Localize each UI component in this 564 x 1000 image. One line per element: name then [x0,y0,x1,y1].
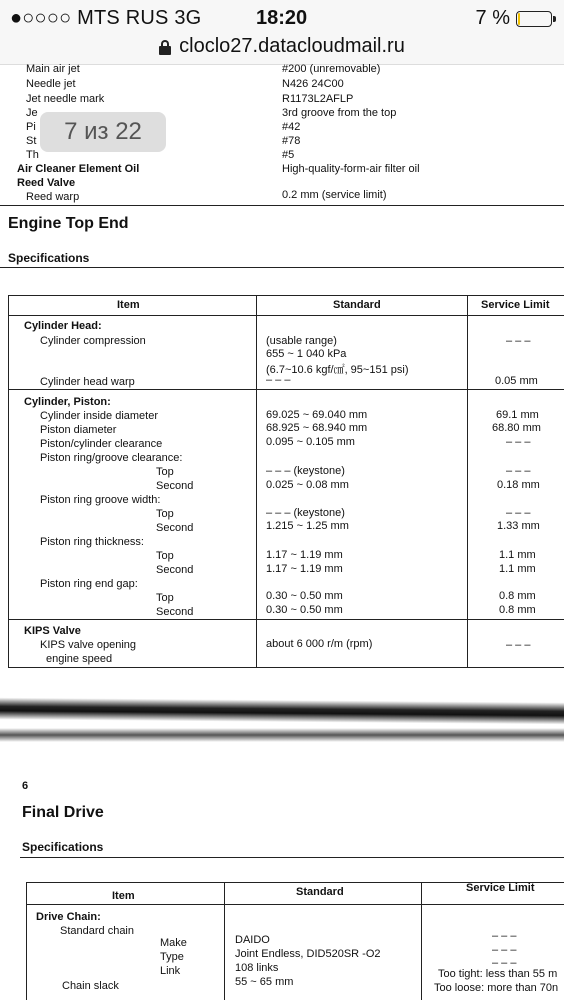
table-cell-limit: – – – [492,930,517,942]
battery-percent: 7 % [475,7,510,29]
table-cell-standard: 0.025 ~ 0.08 mm [266,479,349,491]
column-header: Standard [296,886,344,898]
spec-value: #5 [282,149,295,161]
spec-value: N426 24C00 [282,78,344,90]
spec-value: R1173L2AFLP [282,93,354,105]
table-cell-standard: 69.025 ~ 69.040 mm [266,409,368,421]
table-cell-standard: 0.30 ~ 0.50 mm [266,604,343,616]
column-header: Item [112,890,135,902]
spec-label: St [26,135,37,147]
address-bar[interactable] [0,34,564,65]
subsection-heading: Specifications [22,840,104,854]
table-cell-item: Second [156,606,194,618]
table-cell-limit: 0.18 mm [497,479,540,491]
table-cell-standard: 1.17 ~ 1.19 mm [266,563,343,575]
table-cell-item: Top [156,508,174,520]
table-cell-limit: – – – [492,957,517,969]
table-cell-standard: (usable range) [266,335,337,347]
table-cell-standard: about 6 000 r/m (rpm) [266,638,373,650]
column-header: Service Limit [481,299,550,311]
battery-icon [516,11,552,27]
table-cell-item: Top [156,550,174,562]
table-cell-standard: – – – [266,374,291,386]
table-group-label: KIPS Valve [24,625,81,637]
table-cell-item: Cylinder inside diameter [40,410,158,422]
table-cell-limit: Too tight: less than 55 m [438,968,558,980]
table-cell-sub: Make [160,937,187,949]
spec-value: #78 [282,135,301,147]
table-border [256,295,257,667]
table-cell-limit: 0.8 mm [499,604,536,616]
table-cell-item: Standard chain [60,925,134,937]
table-cell-standard: 108 links [235,962,279,974]
spec-section-label: Reed Valve [17,177,76,189]
table-cell-limit: – – – [506,335,531,347]
table-border [8,619,564,620]
spec-label: Reed warp [26,191,80,203]
spec-label: Jet needle mark [26,93,105,105]
table-cell-standard: 0.095 ~ 0.105 mm [266,436,355,448]
table-cell-limit: – – – [506,465,531,477]
status-bar [0,0,564,34]
table-border [8,389,564,390]
table-cell-limit: – – – [506,639,531,651]
spec-value: 3rd groove from the top [282,107,397,119]
table-cell-item: Second [156,564,194,576]
url-text[interactable]: cloclo27.datacloudmail.ru [179,35,405,57]
table-group-label: Drive Chain: [36,911,101,923]
table-border [26,904,564,905]
spec-section-label: Air Cleaner Element Oil [17,163,140,175]
table-cell-item: Piston ring thickness: [40,536,144,548]
table-cell-item: Second [156,522,194,534]
spec-value: 0.2 mm (service limit) [282,189,387,201]
table-group-label: Cylinder, Piston: [24,396,111,408]
spec-label: Je [26,107,38,119]
page-number: 6 [22,780,29,792]
table-cell-item: Chain slack [62,980,119,992]
document-page[interactable] [0,64,564,1000]
table-cell-item: Piston ring end gap: [40,578,138,590]
page-break-shadow [0,698,564,725]
section-title: Final Drive [22,804,104,821]
table-cell-item: Piston/cylinder clearance [40,438,163,450]
column-header: Standard [333,299,381,311]
table-border [421,882,422,1000]
table-cell-item: Piston diameter [40,424,117,436]
table-cell-standard: 68.925 ~ 68.940 mm [266,422,368,434]
divider [20,857,564,858]
spec-value: High-quality-form-air filter oil [282,163,420,175]
table-cell-standard: 0.30 ~ 0.50 mm [266,590,343,602]
table-border [8,295,9,667]
table-group-label: Cylinder Head: [24,320,102,332]
column-header: Service Limit [466,882,535,894]
table-cell-item: engine speed [46,653,113,665]
table-cell-limit: – – – [492,944,517,956]
table-cell-limit: – – – [506,436,531,448]
table-border [8,667,564,668]
table-cell-sub: Type [160,951,184,963]
table-cell-standard: (6.7~10.6 kgf/㎠, 95~151 psi) [266,364,409,376]
clock: 18:20 [256,7,308,29]
table-cell-sub: Link [160,965,181,977]
divider [0,267,564,268]
column-header: Item [117,299,140,311]
section-title: Engine Top End [8,215,129,232]
spec-value: #42 [282,121,301,133]
table-cell-limit: 0.8 mm [499,590,536,602]
table-cell-item: Piston ring/groove clearance: [40,452,183,464]
spec-label: Pi [26,121,36,133]
table-cell-limit: – – – [506,507,531,519]
table-cell-item: Top [156,466,174,478]
table-cell-limit: Too loose: more than 70n [434,982,559,994]
table-border [8,315,564,316]
table-cell-limit: 69.1 mm [496,409,539,421]
table-cell-standard: 1.215 ~ 1.25 mm [266,520,349,532]
page-indicator: 7 из 22 [40,112,166,152]
table-border [8,295,564,296]
table-cell-limit: 0.05 mm [495,375,538,387]
spec-label: Main air jet [26,64,80,75]
lock-icon [159,40,171,54]
table-cell-item: Top [156,592,174,604]
table-cell-standard: – – – (keystone) [266,507,345,519]
spec-label: Th [26,149,39,161]
table-cell-item: Cylinder head warp [40,376,135,388]
table-border [224,882,225,1000]
table-cell-standard: 1.17 ~ 1.19 mm [266,549,343,561]
subsection-heading: Specifications [8,251,90,265]
divider [0,205,564,206]
table-cell-limit: 1.1 mm [499,549,536,561]
table-cell-limit: 1.33 mm [497,520,540,532]
battery-fill [518,13,520,25]
table-cell-item: KIPS valve opening [40,639,137,651]
table-cell-item: Cylinder compression [40,335,146,347]
page-break-shadow [0,728,564,742]
battery-indicator [476,7,552,30]
table-cell-limit: 1.1 mm [499,563,536,575]
table-cell-standard: DAIDO [235,934,270,946]
table-border [26,882,27,1000]
table-cell-standard: – – – (keystone) [266,465,345,477]
spec-value: #200 (unremovable) [282,64,381,75]
carrier-signal: ●○○○○ MTS RUS 3G [10,7,202,29]
table-cell-standard: 655 ~ 1 040 kPa [266,348,347,360]
table-cell-limit: 68.80 mm [492,422,541,434]
table-cell-item: Piston ring groove width: [40,494,161,506]
table-cell-item: Second [156,480,194,492]
table-border [467,295,468,667]
spec-label: Needle jet [26,78,76,90]
table-cell-standard: Joint Endless, DID520SR -O2 [235,948,381,960]
table-cell-standard: 55 ~ 65 mm [235,976,294,988]
